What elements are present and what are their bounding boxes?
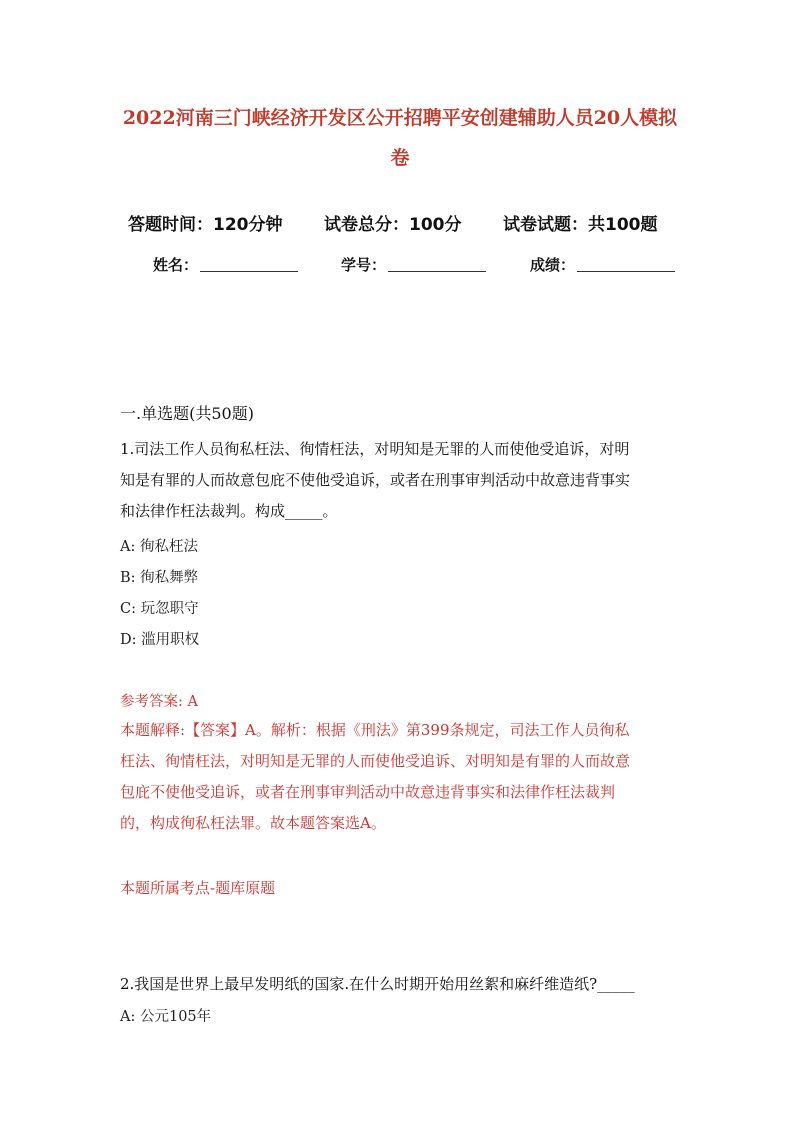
exam-title-line-2: 卷 <box>390 147 410 169</box>
q2-text-line-1: 2.我国是世界上最早发明纸的国家.在什么时期开始用丝絮和麻纤维造纸?_____ <box>120 975 635 993</box>
grade-field[interactable] <box>530 254 675 275</box>
exam-question-count: 试卷试题：共100题 <box>503 215 658 235</box>
q2-option-a[interactable]: A: 公元105年 <box>120 1009 212 1025</box>
q1-text-line-1: 1.司法工作人员徇私枉法、徇情枉法，对明知是无罪的人而使他受追诉，对明 <box>120 440 630 458</box>
exam-title-line-1: 2022河南三门峡经济开发区公开招聘平安创建辅助人员20人模拟 <box>122 107 678 129</box>
name-blank[interactable] <box>200 257 298 272</box>
q1-explanation-line-2: 枉法、徇情枉法，对明知是无罪的人而使他受追诉、对明知是有罪的人而故意 <box>120 752 631 770</box>
q1-option-a[interactable]: A: 徇私枉法 <box>120 539 198 555</box>
q1-text-line-2: 知是有罪的人而故意包庇不使他受追诉，或者在刑事审判活动中故意违背事实 <box>120 471 631 489</box>
student-id-blank[interactable] <box>388 257 486 272</box>
q1-topic-tag: 本题所属考点-题库原题 <box>120 879 276 897</box>
q1-answer: 参考答案: A <box>120 694 198 710</box>
exam-total-score: 试卷总分：100分 <box>324 215 462 235</box>
q1-explanation-line-4: 的，构成徇私枉法罪。故本题答案选A。 <box>120 814 386 832</box>
q1-option-c[interactable]: C: 玩忽职守 <box>120 601 199 617</box>
section-heading: 一.单选题(共50题) <box>120 404 254 423</box>
exam-time: 答题时间：120分钟 <box>128 215 283 235</box>
q1-explanation-line-1: 本题解释:【答案】A。解析：根据《刑法》第399条规定，司法工作人员徇私 <box>120 721 630 739</box>
name-label: 姓名： <box>153 256 199 274</box>
grade-blank[interactable] <box>577 257 675 272</box>
student-id-label: 学号： <box>341 256 387 274</box>
student-id-field[interactable] <box>341 254 486 275</box>
q1-option-b[interactable]: B: 徇私舞弊 <box>120 570 199 586</box>
grade-label: 成绩： <box>530 256 576 274</box>
q1-explanation-line-3: 包庇不使他受追诉，或者在刑事审判活动中故意违背事实和法律作枉法裁判 <box>120 783 616 801</box>
q1-option-d[interactable]: D: 滥用职权 <box>120 632 200 648</box>
q1-text-line-3: 和法律作枉法裁判。构成_____。 <box>120 502 338 520</box>
name-field[interactable] <box>153 254 298 275</box>
